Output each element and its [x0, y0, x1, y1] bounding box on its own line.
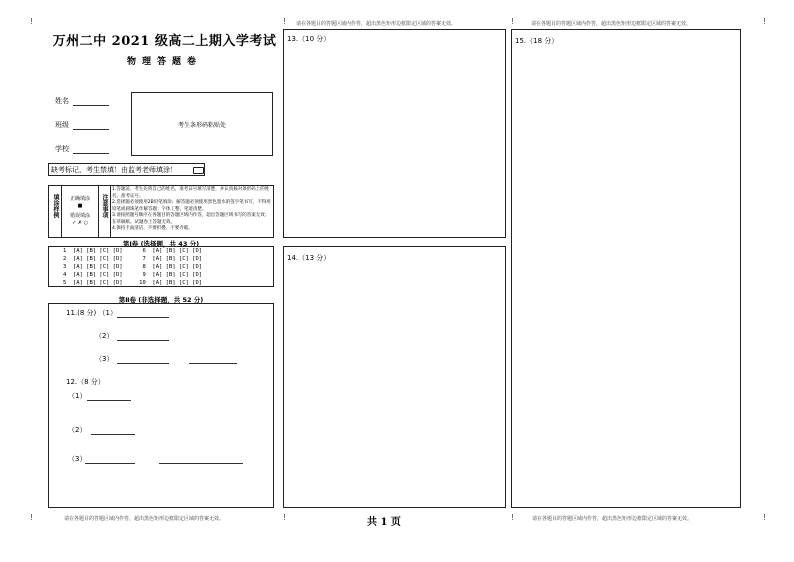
q14-answer-box[interactable] — [283, 246, 506, 508]
notes-list — [112, 187, 272, 233]
corner-mark-t3: ! — [511, 17, 515, 26]
bubble-row[interactable]: 5 [A] [B] [C] [D] 10 [A] [B] [C] [D] — [63, 280, 203, 286]
fill-example-label: 填涂样例 — [52, 194, 59, 218]
q13-label: 13.（10 分） — [287, 35, 331, 43]
bubble-row[interactable]: 2 [A] [B] [C] [D] 7 [A] [B] [C] [D] — [63, 256, 203, 262]
q12-answer-3b[interactable] — [159, 463, 243, 464]
top-notice-right: 请在各题目的答题区域内作答，超出黑色矩形边框限定区域的答案无效。 — [531, 21, 692, 27]
q11-answer-3b[interactable] — [189, 363, 237, 364]
corner-mark-b2: ! — [283, 513, 287, 522]
q15-answer-box[interactable] — [511, 29, 741, 508]
part2-title: 第Ⅱ卷 (非选择题，共 52 分) — [118, 296, 204, 304]
top-notice-middle: 请在各题目的答题区域内作答，超出黑色矩形边框限定区域的答案无效。 — [296, 21, 457, 27]
q12-answer-1[interactable] — [87, 400, 131, 401]
name-label: 姓名 — [55, 97, 69, 105]
q12-answer-2[interactable] — [91, 434, 135, 435]
bubble-row[interactable]: 1 [A] [B] [C] [D] 6 [A] [B] [C] [D] — [63, 248, 203, 254]
corner-mark-tr: ! — [763, 17, 767, 26]
q11-answer-2[interactable] — [117, 340, 169, 341]
corner-mark-bl: ! — [30, 513, 34, 522]
class-label: 班级 — [55, 121, 69, 129]
school-field[interactable] — [73, 153, 109, 154]
q12-answer-3a[interactable] — [85, 463, 135, 464]
part1-bubble-box — [48, 246, 274, 287]
school-label: 学校 — [55, 145, 69, 153]
q12-part3-label: （3） — [68, 455, 87, 463]
page-count: 共 1 页 — [367, 517, 401, 528]
q14-label: 14.（13 分） — [287, 254, 331, 262]
part2-answer-box — [48, 303, 274, 508]
corner-mark-t2: ! — [283, 17, 287, 26]
bottom-notice-left: 请在各题目的答题区域内作答，超出黑色矩形边框限定区域的答案无效。 — [64, 516, 225, 522]
part1-title: 第Ⅰ卷 (选择题，共 43 分) — [122, 240, 200, 248]
absent-mark-bubble[interactable] — [193, 167, 204, 174]
note-item: 4.保持卡面清洁，不要折叠、不要弄破。 — [112, 226, 193, 231]
note-item: 2.选择题必须使用2B铅笔填涂；解答题必须使用黑色墨水的签字笔书写，不得用铅笔或圆珠笔作解答题：字体工整、笔迹清楚。 — [112, 200, 271, 212]
name-field[interactable] — [73, 105, 109, 106]
wrong-fill-marks: ✓ ✗ ○ — [72, 220, 88, 226]
q12-part2-label: （2） — [68, 426, 87, 434]
note-item: 3.请按照题号顺序在各题目的答题区域内作答，超出答题区域书写的答案无效；在草稿纸、试题卷上答题无效。 — [112, 213, 270, 225]
barcode-label: 考生条形码粘贴处 — [177, 122, 226, 129]
corner-mark-b3: ! — [511, 513, 515, 522]
correct-fill-label: 正确填涂 — [69, 196, 90, 202]
class-field[interactable] — [73, 129, 109, 130]
exam-title: 万州二中 2021 级高二上期入学考试 — [52, 34, 277, 49]
corner-mark-br: ! — [763, 513, 767, 522]
wrong-fill-label: 错误填涂 — [69, 213, 90, 219]
q13-answer-box[interactable] — [283, 29, 506, 238]
exam-subtitle: 物理答题卷 — [126, 57, 202, 67]
barcode-area — [131, 92, 273, 156]
q11-answer-3a[interactable] — [117, 363, 169, 364]
absent-mark-text: 缺考标记，考生禁填！由监考老师填涂！ — [51, 166, 177, 174]
q15-label: 15.（18 分） — [515, 37, 559, 45]
q11-part2-label: （2） — [95, 332, 114, 340]
note-item: 1.答题前，考生先将自己的姓名、准考证号填写清楚，并认真核对条形码上的姓名、准考证号。 — [112, 187, 270, 199]
bottom-notice-right: 请在各题目的答题区域内作答，超出黑色矩形边框限定区域的答案无效。 — [532, 516, 693, 522]
q12-part1-label: （1） — [68, 392, 87, 400]
q11-part3-label: （3） — [95, 355, 114, 363]
bubble-row[interactable]: 4 [A] [B] [C] [D] 9 [A] [B] [C] [D] — [63, 272, 203, 278]
notes-label: 注意事项 — [101, 194, 108, 218]
fill-instructions-box — [48, 185, 274, 238]
bubble-row[interactable]: 3 [A] [B] [C] [D] 8 [A] [B] [C] [D] — [63, 264, 203, 270]
absent-mark-box — [48, 163, 205, 176]
corner-mark-tl: ! — [30, 17, 34, 26]
q11-answer-1[interactable] — [117, 317, 169, 318]
q11-label: 11.(8 分) （1） — [66, 309, 117, 317]
correct-fill-mark: ■ — [77, 203, 83, 209]
q12-label: 12.（8 分） — [66, 378, 105, 386]
